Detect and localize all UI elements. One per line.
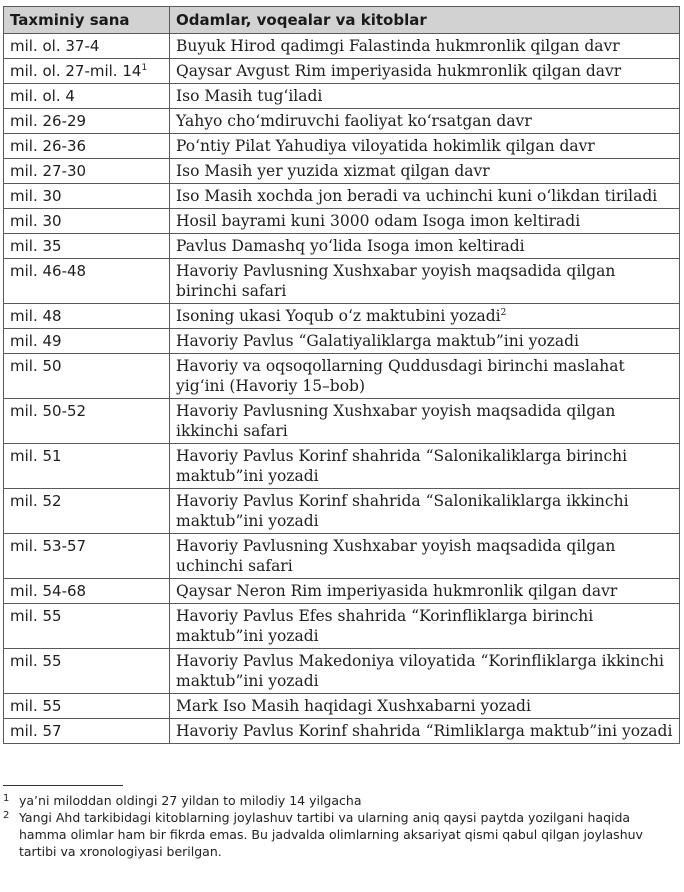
row-date: mil. 50-52 [4, 399, 170, 444]
footnote [3, 792, 679, 809]
footnote-text: ya’ni miloddan oldingi 27 yildan to milodiy 14 yilgacha [19, 793, 362, 808]
row-event: Hosil bayrami kuni 3000 odam Isoga imon keltiradi [170, 209, 680, 234]
row-event-text: Isoning ukasi Yoqub o‘z maktubini yozadi [176, 307, 501, 325]
row-event: Mark Iso Masih haqidagi Xushxabarni yozadi [170, 694, 680, 719]
table-row [4, 159, 680, 184]
footnote-number: 2 [3, 810, 10, 821]
row-date [4, 59, 170, 84]
row-event: Po‘ntiy Pilat Yahudiya viloyatida hokimlik qilgan davr [170, 134, 680, 159]
row-event: Havoriy Pavlus Korinf shahrida “Salonikaliklarga ikkinchi maktub”ini yozadi [170, 489, 680, 534]
row-event: Iso Masih yer yuzida xizmat qilgan davr [170, 159, 680, 184]
row-event: Pavlus Damashq yo‘lida Isoga imon keltiradi [170, 234, 680, 259]
row-date: mil. 30 [4, 209, 170, 234]
footnote-number: 1 [3, 793, 10, 804]
row-date: mil. 27-30 [4, 159, 170, 184]
row-event: Havoriy Pavlusning Xushxabar yoyish maqsadida qilgan uchinchi safari [170, 534, 680, 579]
row-event: Havoriy va oqsoqollarning Quddusdagi birinchi maslahat yig‘ini (Havoriy 15–bob) [170, 354, 680, 399]
row-date: mil. 55 [4, 694, 170, 719]
row-date: mil. ol. 4 [4, 84, 170, 109]
row-date: mil. 57 [4, 719, 170, 744]
row-date: mil. 30 [4, 184, 170, 209]
row-date: mil. 50 [4, 354, 170, 399]
row-event: Qaysar Neron Rim imperiyasida hukmronlik qilgan davr [170, 579, 680, 604]
table-row [4, 719, 680, 744]
chronology-table [3, 6, 680, 744]
row-date-text: mil. ol. 27-mil. 14 [10, 62, 142, 80]
row-event: Qaysar Avgust Rim imperiyasida hukmronlik qilgan davr [170, 59, 680, 84]
table-row [4, 134, 680, 159]
table-row [4, 354, 680, 399]
row-date: mil. 26-29 [4, 109, 170, 134]
table-row [4, 109, 680, 134]
row-event: Buyuk Hirod qadimgi Falastinda hukmronlik qilgan davr [170, 34, 680, 59]
row-date: mil. 53-57 [4, 534, 170, 579]
table-row [4, 649, 680, 694]
row-date: mil. 52 [4, 489, 170, 534]
footnotes [3, 792, 679, 860]
row-event: Iso Masih xochda jon beradi va uchinchi kuni o‘likdan tiriladi [170, 184, 680, 209]
table-row [4, 34, 680, 59]
row-date: mil. 55 [4, 604, 170, 649]
row-date: mil. 55 [4, 649, 170, 694]
table-row [4, 534, 680, 579]
row-date: mil. 54-68 [4, 579, 170, 604]
row-event: Havoriy Pavlus Makedoniya viloyatida “Korinfliklarga ikkinchi maktub”ini yozadi [170, 649, 680, 694]
row-event: Havoriy Pavlus Korinf shahrida “Rimliklarga maktub”ini yozadi [170, 719, 680, 744]
table-row [4, 259, 680, 304]
table-row [4, 209, 680, 234]
table-header-row [4, 7, 680, 34]
header-events: Odamlar, voqealar va kitoblar [170, 7, 680, 34]
row-date: mil. ol. 37-4 [4, 34, 170, 59]
table-row [4, 489, 680, 534]
row-date: mil. 49 [4, 329, 170, 354]
row-date: mil. 51 [4, 444, 170, 489]
table-row [4, 444, 680, 489]
row-event: Havoriy Pavlusning Xushxabar yoyish maqsadida qilgan birinchi safari [170, 259, 680, 304]
row-date: mil. 46-48 [4, 259, 170, 304]
table-row [4, 579, 680, 604]
header-date: Taxminiy sana [4, 7, 170, 34]
footnote-marker: 2 [500, 307, 507, 318]
row-event: Yahyo cho‘mdiruvchi faoliyat ko‘rsatgan davr [170, 109, 680, 134]
row-event: Havoriy Pavlus Korinf shahrida “Salonikaliklarga birinchi maktub”ini yozadi [170, 444, 680, 489]
table-row [4, 694, 680, 719]
table-row [4, 59, 680, 84]
row-date: mil. 26-36 [4, 134, 170, 159]
table-row [4, 329, 680, 354]
table-row [4, 184, 680, 209]
row-event: Iso Masih tug‘iladi [170, 84, 680, 109]
table-row [4, 304, 680, 329]
row-event: Havoriy Pavlus “Galatiyaliklarga maktub”ini yozadi [170, 329, 680, 354]
row-event [170, 304, 680, 329]
footnote-text: Yangi Ahd tarkibidagi kitoblarning joylashuv tartibi va ularning aniq qaysi paytda yozilgani haqida hamma olimlar ham bir fikrda emas. Bu jadvalda olimlarning aksariyat qismi qabul qilgan joylashuv tartibi va xronologiyasi berilgan. [19, 810, 643, 859]
table-row [4, 84, 680, 109]
row-event: Havoriy Pavlus Efes shahrida “Korinfliklarga birinchi maktub”ini yozadi [170, 604, 680, 649]
row-date: mil. 48 [4, 304, 170, 329]
row-date: mil. 35 [4, 234, 170, 259]
footnote-marker: 1 [141, 63, 148, 73]
footnote-divider [3, 785, 123, 786]
table-row [4, 234, 680, 259]
footnote [3, 809, 679, 860]
table-row [4, 399, 680, 444]
table-row [4, 604, 680, 649]
row-event: Havoriy Pavlusning Xushxabar yoyish maqsadida qilgan ikkinchi safari [170, 399, 680, 444]
